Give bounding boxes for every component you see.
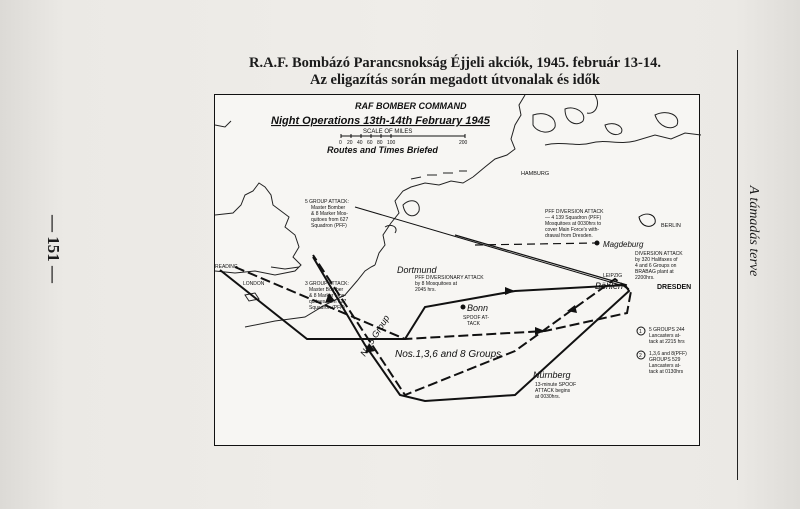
caption-line-1: R.A.F. Bombázó Parancsnokság Éjjeli akciók, 1945. február 13-14. [248, 55, 662, 71]
route-magdeburg-diversion [475, 243, 595, 245]
route-label-group5: No.5 Group [358, 313, 392, 359]
note-bohlen-diversion [635, 251, 683, 281]
label-dortmund: Dortmund [397, 265, 437, 275]
label-berlin: BERLIN [661, 223, 681, 229]
label-nurnberg: Nürnberg [533, 370, 571, 380]
map-subtitle: Routes and Times Briefed [327, 145, 438, 155]
nurnberg-note: 13-minute SPOOF [535, 382, 577, 388]
svg-text:Squadron (PFF): Squadron (PFF) [309, 305, 345, 311]
note-group3-attack [305, 281, 349, 311]
route-label-groups1368: Nos.1,3,6 and 8 Groups [395, 349, 502, 360]
svg-text:BRABAG plant at: BRABAG plant at [635, 269, 674, 275]
scale-label: SCALE OF MILES [363, 129, 413, 135]
legend-2-text: 1,3,6 and 8(PFF) [649, 351, 687, 357]
scale-tick: 60 [367, 140, 373, 146]
svg-text:PFF DIVERSIONARY ATTACK: PFF DIVERSIONARY ATTACK [415, 275, 484, 281]
figure-caption [215, 55, 695, 89]
map-title-2: Night Operations 13th-14th February 1945 [271, 115, 490, 127]
svg-text:5 GROUP ATTACK:: 5 GROUP ATTACK: [305, 199, 349, 205]
legend-2-text: Lancasters at- [649, 363, 681, 369]
page-number: — 151 — [44, 215, 63, 283]
svg-text:quitoes from 627: quitoes from 627 [309, 299, 347, 305]
legend-1-text: Lancasters at- [649, 333, 681, 339]
legend-1-text: tack at 2215 hrs [649, 339, 685, 345]
svg-text:1: 1 [639, 329, 642, 335]
map-title-1: RAF BOMBER COMMAND [355, 101, 467, 111]
svg-text:PFF DIVERSION ATTACK: PFF DIVERSION ATTACK [545, 209, 604, 215]
label-dresden: DRESDEN [657, 284, 692, 291]
scale-tick: 20 [347, 140, 353, 146]
bonn-dot [461, 305, 466, 310]
svg-text:Master Bomber: Master Bomber [311, 205, 346, 211]
svg-text:3 GROUP ATTACK:: 3 GROUP ATTACK: [305, 281, 349, 287]
svg-text:quitoes from 627: quitoes from 627 [311, 217, 349, 223]
magdeburg-dot [595, 241, 600, 246]
svg-text:& 8 Marker Mos-: & 8 Marker Mos- [311, 211, 348, 217]
route-map-drawing [215, 95, 701, 447]
note-pff-diversion [545, 209, 604, 239]
legend [637, 327, 687, 375]
svg-text:2200hrs.: 2200hrs. [635, 275, 655, 281]
svg-text:Squadron (PFF): Squadron (PFF) [311, 223, 347, 229]
scale-tick: 80 [377, 140, 383, 146]
note-group5-attack [305, 199, 349, 229]
bonn-note: TACK [467, 321, 480, 327]
note-dortmund [415, 275, 484, 293]
svg-text:& 8 Marker Mos-: & 8 Marker Mos- [309, 293, 346, 299]
margin-rule [737, 50, 738, 480]
label-bonn: Bonn [467, 303, 489, 313]
svg-text:by 320 Halifaxes of: by 320 Halifaxes of [635, 257, 678, 263]
label-leipzig: LEIPZIG [603, 273, 623, 279]
svg-text:by 8 Mosquitoes at: by 8 Mosquitoes at [415, 281, 457, 287]
svg-text:cover Main Force's with-: cover Main Force's with- [545, 227, 600, 233]
svg-text:drawal from Dresden.: drawal from Dresden. [545, 233, 593, 239]
nurnberg-note: at 0030hrs. [535, 394, 561, 400]
legend-2-text: GROUPS 529 [649, 357, 681, 363]
scale-tick: 40 [357, 140, 363, 146]
caption-line-2: Az eligazítás során megadott útvonalak és idők [310, 72, 600, 88]
running-title: A támadás terve [746, 185, 761, 277]
svg-text:2045 hrs.: 2045 hrs. [415, 287, 436, 293]
svg-text:DIVERSION ATTACK: DIVERSION ATTACK [635, 251, 683, 257]
svg-text:4 and 6 Groups on: 4 and 6 Groups on [635, 263, 677, 269]
scale-tick: 0 [339, 140, 342, 146]
nurnberg-note: ATTACK begins [535, 388, 571, 394]
label-hamburg: HAMBURG [521, 171, 550, 177]
bonn-note: SPOOF AT- [463, 315, 490, 321]
route-map [214, 94, 700, 446]
scale-tick: 200 [459, 140, 468, 146]
label-magdeburg: Magdeburg [603, 240, 644, 249]
svg-text:Master Bomber: Master Bomber [309, 287, 344, 293]
label-london: LONDON [243, 281, 265, 287]
svg-text:— 4 139 Squadron (PFF): — 4 139 Squadron (PFF) [545, 215, 602, 221]
scale-tick: 100 [387, 140, 396, 146]
legend-1-text: 5 GROUPS 244 [649, 327, 685, 333]
label-reading: READING [215, 264, 238, 270]
label-bohlen: Böhlen [595, 281, 624, 291]
svg-text:Mosquitoes at 0030hrs to: Mosquitoes at 0030hrs to [545, 221, 602, 227]
svg-text:2: 2 [639, 353, 642, 359]
berlin-outline [639, 214, 655, 226]
legend-2-text: tack at 0130hrs [649, 369, 684, 375]
